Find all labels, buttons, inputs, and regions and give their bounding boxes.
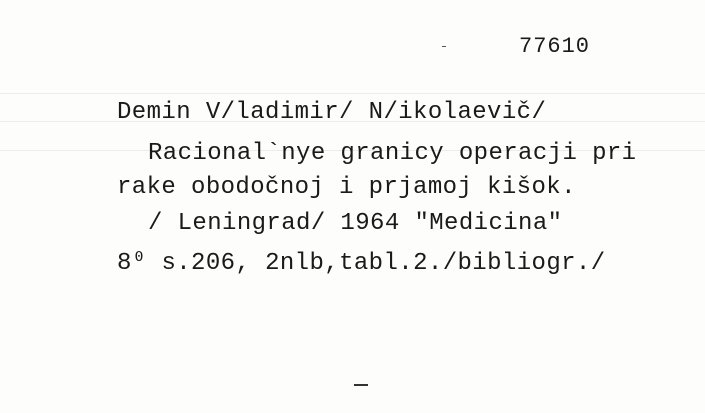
typed-dash-mark xyxy=(354,384,368,386)
collation-line: 8⁰ s.206, 2nlb,tabl.2./bibliogr./ xyxy=(117,250,606,277)
title-line-2: rake obodočnoj i prjamoj kišok. xyxy=(117,174,576,201)
author-line: Demin V/ladimir/ N/ikolaevič/ xyxy=(117,99,547,126)
title-line-1: Racional`nye granicy operacji pri xyxy=(148,140,637,167)
paper-mark xyxy=(442,46,446,47)
card-rule-line xyxy=(0,93,705,94)
imprint-line: / Leningrad/ 1964 "Medicina" xyxy=(148,210,563,237)
accession-number: 77610 xyxy=(519,34,591,59)
